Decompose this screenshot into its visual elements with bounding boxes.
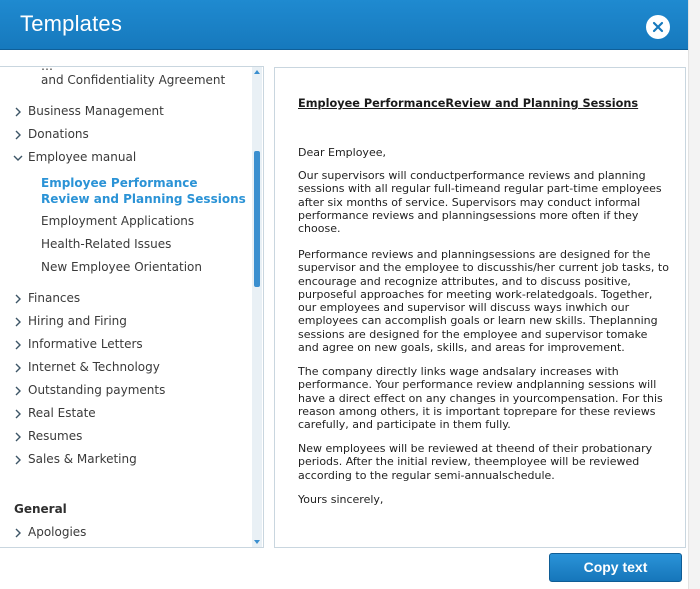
chevron-right-icon (14, 107, 22, 117)
partial-item-cut: … (41, 59, 53, 73)
scrollbar-thumb[interactable] (254, 151, 260, 287)
sidebar-scrollbar[interactable] (252, 67, 262, 547)
category-label: Resumes (28, 429, 83, 443)
close-button[interactable] (646, 15, 670, 39)
chevron-right-icon (14, 409, 22, 419)
template-item-label-line1: Employee Performance (41, 176, 198, 190)
category-label: Employee manual (28, 150, 137, 164)
category-label: Apologies (28, 525, 87, 539)
template-item-label-line2: Review and Planning Sessions (41, 192, 246, 206)
document-paragraph-4: New employees will be reviewed at theend of their probationary periods. After the initial review, theemployee will be reviewed according to the regular semi-annualschedule. (298, 442, 653, 482)
document-paragraph-3: The company directly links wage andsalary increases with performance. Your performance review andplanning sessions will have a direct effect on any changes in yourcompensation. For this reason among others, it is important toprepare for these reviews carefully, and participate in them fully. (298, 365, 663, 432)
category-label: Outstanding payments (28, 383, 166, 397)
document-title: Employee PerformanceReview and Planning Sessions (298, 97, 639, 110)
tree-item-partial[interactable]: and Confidentiality Agreement (41, 73, 226, 87)
chevron-right-icon (14, 317, 22, 327)
document-paragraph-1: Our supervisors will conductperformance reviews and planning sessions with all regular full-timeand regular part-time employees after six months of service. Supervisors may conduct informal performance reviews and planningsessions more often if they choose. (298, 169, 662, 236)
close-icon (652, 21, 664, 33)
category-label: Business Management (28, 104, 164, 118)
chevron-right-icon (14, 363, 22, 373)
template-tree (0, 59, 252, 547)
template-preview[interactable] (274, 67, 686, 548)
window-title: Templates (20, 11, 123, 36)
chevron-right-icon (14, 340, 22, 350)
category-label: Sales & Marketing (28, 452, 137, 466)
chevron-right-icon (14, 528, 22, 538)
category-label: Internet & Technology (28, 360, 160, 374)
template-sidebar (0, 59, 264, 548)
chevron-down-icon (13, 154, 23, 162)
title-bar (0, 0, 688, 50)
template-item-employee-performance[interactable] (41, 175, 246, 207)
scroll-up-arrow-icon[interactable] (253, 68, 261, 76)
chevron-right-icon (14, 432, 22, 442)
template-item-employment-applications[interactable]: Employment Applications (41, 214, 195, 228)
chevron-right-icon (14, 130, 22, 140)
chevron-right-icon (14, 455, 22, 465)
category-label: Real Estate (28, 406, 96, 420)
category-label: Donations (28, 127, 89, 141)
document-greeting: Dear Employee, (298, 146, 386, 159)
copy-text-button[interactable]: Copy text (549, 553, 682, 582)
window-edge (688, 0, 700, 589)
document-closing: Yours sincerely, (298, 493, 384, 506)
template-item-new-employee-orientation[interactable]: New Employee Orientation (41, 260, 202, 274)
chevron-right-icon (14, 294, 22, 304)
category-label: Hiring and Firing (28, 314, 127, 328)
template-item-health-related-issues[interactable]: Health-Related Issues (41, 237, 172, 251)
category-label: Finances (28, 291, 81, 305)
document-paragraph-2: Performance reviews and planningsessions are designed for the supervisor and the employee to discusshis/her current job tasks, to encourage and recognize attributes, and to discuss positive, purposeful approaches for meeting work-relatedgoals. Together, our employees and supervisor will discuss ways inwhich our employees can accomplish goals or learn new skills. Theplanning sessions are designed for the employee and supervisor tomake and agree on new goals, skills, and areas for improvement. (298, 248, 669, 355)
section-heading-general: General (14, 502, 67, 516)
chevron-right-icon (14, 386, 22, 396)
scroll-down-arrow-icon[interactable] (253, 538, 261, 546)
category-label: Informative Letters (28, 337, 143, 351)
